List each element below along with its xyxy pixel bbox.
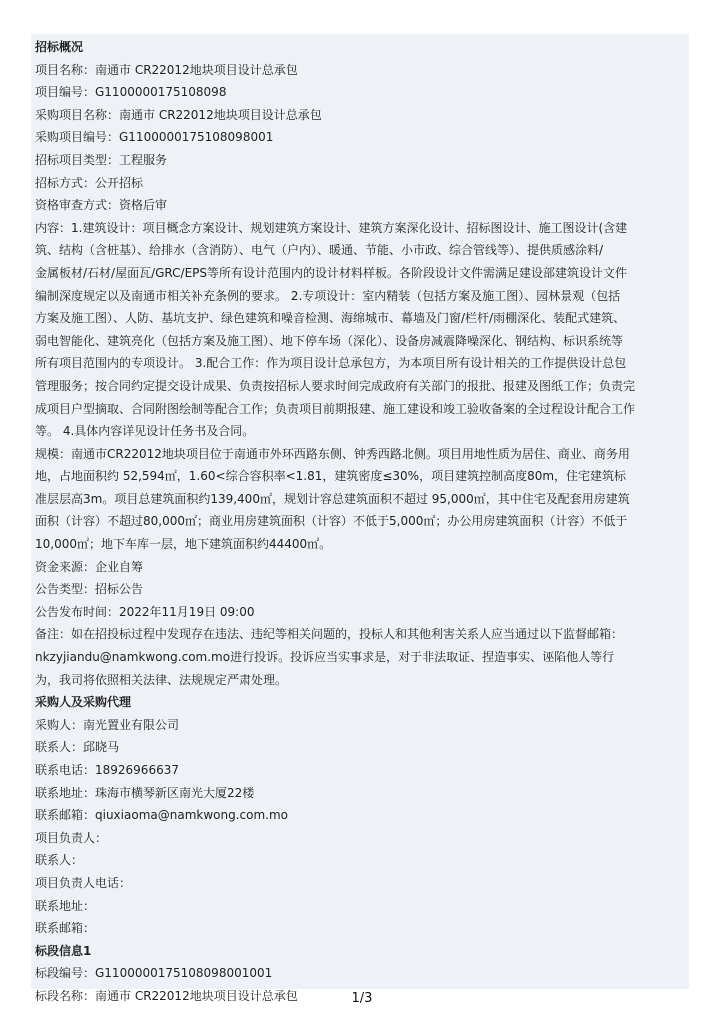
tender-method: 招标方式：公开招标 [35, 175, 144, 190]
qualification-review-method: 资格审查方式：资格后审 [35, 198, 168, 213]
project-lead-phone: 项目负责人电话： [35, 875, 132, 890]
contact-email: 联系邮箱：qiuxiaoma@namkwong.com.mo [35, 808, 288, 823]
lot-name: 标段名称：南通市 CR22012地块项目设计总承包 [35, 988, 298, 1003]
remark-line: nkzyjiandu@namkwong.com.mo进行投诉。投诉应当实事求是，对于非法取证、捏造事实、诬陷他人等行 [35, 650, 615, 665]
section-title-purchaser: 采购人及采购代理 [35, 695, 132, 710]
purchase-project-name: 采购项目名称：南通市 CR22012地块项目设计总承包 [35, 107, 322, 122]
section-title-lot: 标段信息1 [35, 943, 92, 958]
document-page [31, 34, 689, 1003]
content-line: 管理服务；按合同约定提交设计成果、负责按招标人要求时间完成政府有关部门的报批、报建及图纸工作；负责完 [35, 378, 636, 393]
purchaser-name: 采购人：南光置业有限公司 [35, 717, 180, 732]
lot-number: 标段编号：G1100000175108098001001 [35, 966, 273, 981]
content-line: 方案及施工图）、人防、基坑支护、绿色建筑和噪音检测、海绵城市、幕墙及门窗/栏杆/雨棚深化、装配式建筑、 [35, 311, 626, 326]
content-line: 编制深度规定以及南通市相关补充条例的要求。 2.专项设计：室内精装（包括方案及施工图）、园林景观（包括 [35, 288, 621, 303]
fund-source: 资金来源：企业自筹 [35, 559, 144, 574]
tender-project-type: 招标项目类型：工程服务 [35, 152, 168, 167]
contact-address-2: 联系地址： [35, 898, 96, 913]
notice-type: 公告类型：招标公告 [35, 582, 144, 597]
scale-line: 面积（计容）不超过80,000㎡；商业用房建筑面积（计容）不低于5,000㎡；办公用房建筑面积（计容）不低于 [35, 514, 628, 529]
content-line: 等。 4.具体内容详见设计任务书及合同。 [35, 424, 255, 439]
scale-line: 地，占地面积约 52,594㎡，1.60<综合容积率<1.81，建筑密度≤30%，项目建筑控制高度80m，住宅建筑标 [35, 469, 627, 484]
project-lead: 项目负责人： [35, 830, 108, 845]
page-indicator: 1/3 [351, 991, 373, 1006]
content-line: 金属板材/石材/屋面瓦/GRC/EPS等所有设计范围内的设计材料样板。各阶段设计文件需满足建设部建筑设计文件 [35, 265, 628, 280]
content-line: 所有项目范围内的专项设计。 3.配合工作：作为项目设计总承包方，为本项目所有设计相关的工作提供设计总包 [35, 356, 627, 371]
project-name: 项目名称：南通市 CR22012地块项目设计总承包 [35, 62, 298, 77]
contact-address: 联系地址：珠海市横琴新区南光大厦22楼 [35, 785, 255, 800]
content-line: 成项目户型摘取、合同附图绘制等配合工作；负责项目前期报建、施工建设和竣工验收备案的全过程设计配合工作 [35, 401, 636, 416]
scale-line: 10,000㎡；地下车库一层，地下建筑面积约44400㎡。 [35, 537, 332, 552]
contact-phone: 联系电话：18926966637 [35, 763, 179, 777]
contact-person-2: 联系人： [35, 853, 84, 868]
remark-line: 为，我司将依照相关法律、法规规定严肃处理。 [35, 672, 288, 687]
contact-email-2: 联系邮箱： [35, 921, 96, 936]
purchase-project-number: 采购项目编号：G1100000175108098001 [35, 130, 274, 145]
scale-line: 规模：南通市CR22012地块项目位于南通市外环西路东侧、钟秀西路北侧。项目用地性质为居住、商业、商务用 [35, 446, 630, 461]
section-title-overview: 招标概况 [35, 40, 84, 54]
remark-line: 备注：如在招投标过程中发现存在违法、违纪等相关问题的，投标人和其他利害关系人应当通过以下监督邮箱： [35, 627, 624, 642]
contact-person: 联系人：邱晓马 [35, 740, 120, 755]
content-line: 内容：1.建筑设计：项目概念方案设计、规划建筑方案设计、建筑方案深化设计、招标图设计、施工图设计(含建 [35, 220, 628, 235]
scale-line: 准层层高3m。项目总建筑面积约139,400㎡，规划计容总建筑面积不超过 95,000㎡，其中住宅及配套用房建筑 [35, 491, 630, 506]
project-number: 项目编号：G1100000175108098 [35, 85, 227, 100]
content-line: 筑、结构（含桩基）、给排水（含消防）、电气（户内）、暖通、节能、小市政、综合管线等）、提供质感涂料/ [35, 243, 604, 258]
document-content [31, 34, 689, 1008]
content-line: 弱电智能化、建筑亮化（包括方案及施工图）、地下停车场（深化）、设备房减震降噪深化、钢结构、标识系统等 [35, 333, 624, 348]
publish-time: 公告发布时间：2022年11月19日 09:00 [35, 604, 255, 619]
